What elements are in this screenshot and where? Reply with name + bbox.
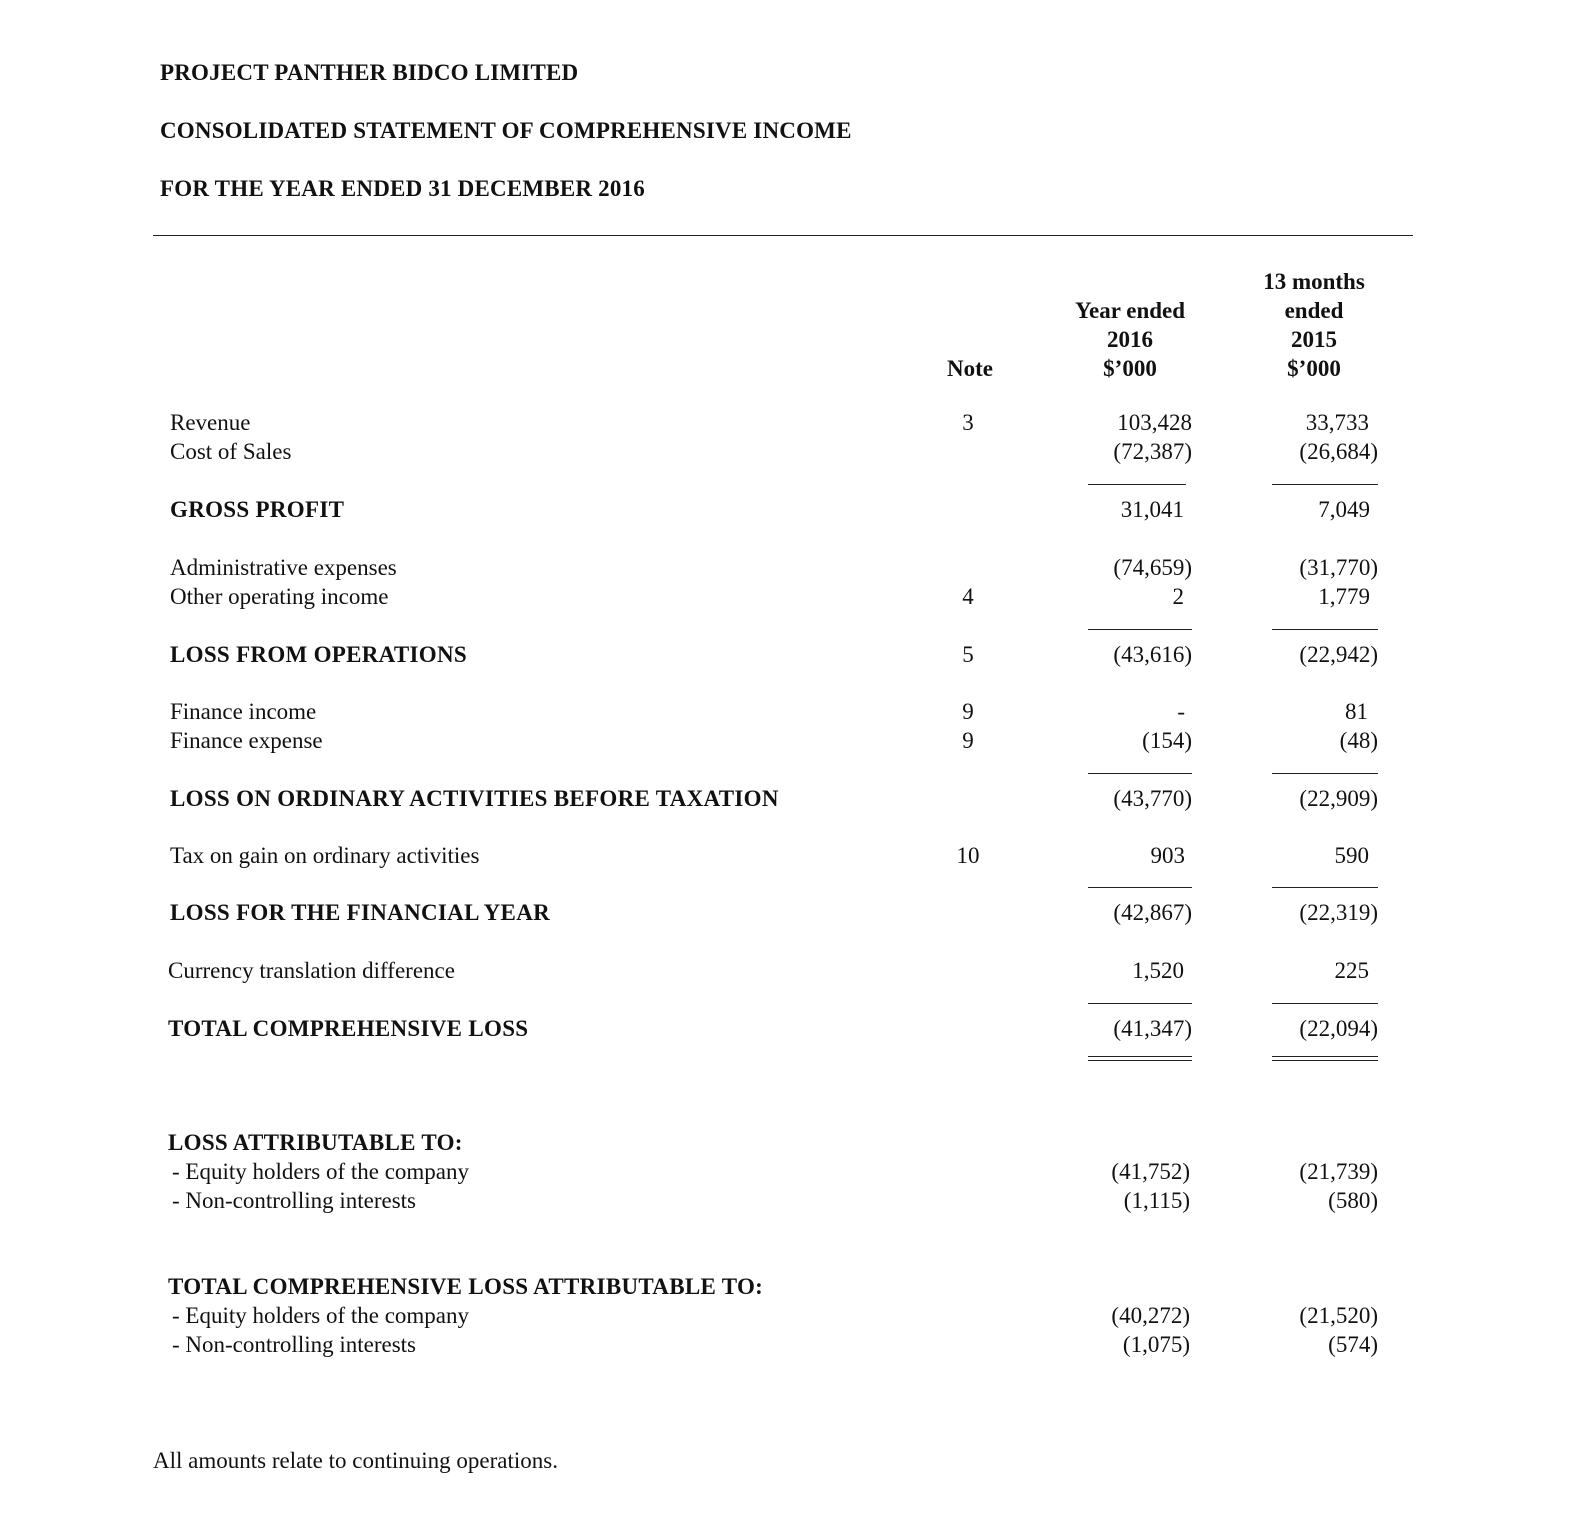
total-attributable-value-2015: (21,520) xyxy=(1299,1303,1378,1328)
total-attributable-label: - Equity holders of the company xyxy=(172,1303,470,1328)
subtotal-rule xyxy=(1088,629,1192,630)
line-item-label: Other operating income xyxy=(170,584,389,609)
line-item-note: 4 xyxy=(962,584,974,609)
value-2015: (22,942) xyxy=(1299,642,1378,667)
line-item-label: Tax on gain on ordinary activities xyxy=(170,843,480,868)
line-item-label: Administrative expenses xyxy=(170,555,397,580)
note-column-header: Note xyxy=(947,356,993,381)
subtotal-rule xyxy=(1088,484,1186,485)
value-2015: (48) xyxy=(1339,728,1378,753)
line-item-note: 3 xyxy=(962,410,974,435)
subtotal-rule xyxy=(1272,773,1378,774)
subtotal-rule xyxy=(1272,484,1378,485)
line-item-label: Finance income xyxy=(170,699,317,724)
value-2016: 903 xyxy=(1150,843,1185,868)
subtotal-rule xyxy=(1272,629,1378,630)
column-2015-header-line: $’000 xyxy=(1287,356,1341,381)
total-attributable-value-2016: (40,272) xyxy=(1111,1303,1190,1328)
line-item-label: Cost of Sales xyxy=(170,439,292,464)
column-2015-header-line: 2015 xyxy=(1291,327,1337,352)
column-2016-header-line: $’000 xyxy=(1103,356,1157,381)
value-2015: (22,319) xyxy=(1299,900,1378,925)
attributable-value-2015: (21,739) xyxy=(1299,1159,1378,1184)
column-2016-header-line: 2016 xyxy=(1107,327,1153,352)
value-2015: (26,684) xyxy=(1299,439,1378,464)
line-item-label: LOSS FOR THE FINANCIAL YEAR xyxy=(170,900,551,925)
column-2015-header xyxy=(1244,267,1384,383)
line-item-label: TOTAL COMPREHENSIVE LOSS xyxy=(168,1016,529,1041)
subtotal-rule xyxy=(1272,887,1378,888)
statement-title: CONSOLIDATED STATEMENT OF COMPREHENSIVE INCOME xyxy=(160,118,852,143)
attributable-label: - Equity holders of the company xyxy=(172,1159,470,1184)
column-2016-header-line: Year ended xyxy=(1074,298,1186,323)
company-name: PROJECT PANTHER BIDCO LIMITED xyxy=(160,60,579,85)
value-2016: 31,041 xyxy=(1120,497,1184,522)
subtotal-rule xyxy=(1088,773,1192,774)
value-2016: 103,428 xyxy=(1117,410,1192,435)
column-2015-header-line: 13 months xyxy=(1263,269,1365,294)
attributable-value-2015: (580) xyxy=(1328,1188,1378,1213)
column-2016-header xyxy=(1060,296,1200,383)
value-2015: 225 xyxy=(1334,958,1369,983)
value-2015: 81 xyxy=(1345,699,1368,724)
statement-period: FOR THE YEAR ENDED 31 DECEMBER 2016 xyxy=(160,176,645,201)
total-double-rule xyxy=(1088,1056,1192,1061)
value-2016: 1,520 xyxy=(1132,958,1184,983)
value-2016: (72,387) xyxy=(1113,439,1192,464)
value-2015: 33,733 xyxy=(1305,410,1369,435)
attributable-label: - Non-controlling interests xyxy=(172,1188,417,1213)
line-item-note: 9 xyxy=(962,728,974,753)
line-item-label: Revenue xyxy=(170,410,251,435)
subtotal-rule xyxy=(1088,1003,1192,1004)
total-double-rule xyxy=(1272,1056,1378,1061)
subtotal-rule xyxy=(1088,887,1192,888)
value-2016: (42,867) xyxy=(1113,900,1192,925)
total-attributable-value-2016: (1,075) xyxy=(1122,1332,1190,1357)
line-item-note: 5 xyxy=(962,642,974,667)
line-item-note: 10 xyxy=(956,843,980,868)
value-2015: (31,770) xyxy=(1299,555,1378,580)
subtotal-rule xyxy=(1272,1003,1378,1004)
attributable-value-2016: (1,115) xyxy=(1123,1188,1190,1213)
value-2016: (41,347) xyxy=(1113,1016,1192,1041)
total-attributable-value-2015: (574) xyxy=(1328,1332,1378,1357)
line-item-label: GROSS PROFIT xyxy=(170,497,345,522)
value-2015: 7,049 xyxy=(1318,497,1370,522)
attributable-value-2016: (41,752) xyxy=(1111,1159,1190,1184)
line-item-label: Finance expense xyxy=(170,728,323,753)
line-item-label: LOSS FROM OPERATIONS xyxy=(170,642,467,667)
value-2016: (74,659) xyxy=(1113,555,1192,580)
header-rule xyxy=(153,235,1413,236)
line-item-label: LOSS ON ORDINARY ACTIVITIES BEFORE TAXATION xyxy=(170,786,779,811)
total-attributable-label: - Non-controlling interests xyxy=(172,1332,417,1357)
value-2016: 2 xyxy=(1172,584,1184,609)
value-2015: (22,094) xyxy=(1299,1016,1378,1041)
line-item-note: 9 xyxy=(962,699,974,724)
value-2015: 590 xyxy=(1334,843,1369,868)
value-2015: (22,909) xyxy=(1299,786,1378,811)
attributable-heading: LOSS ATTRIBUTABLE TO: xyxy=(168,1130,463,1155)
footer-note: All amounts relate to continuing operations. xyxy=(153,1448,558,1473)
total-attributable-heading: TOTAL COMPREHENSIVE LOSS ATTRIBUTABLE TO: xyxy=(168,1274,764,1299)
value-2016: (154) xyxy=(1142,728,1192,753)
line-item-label: Currency translation difference xyxy=(168,958,455,983)
column-2015-header-line: ended xyxy=(1284,298,1344,323)
value-2016: - xyxy=(1177,699,1185,724)
value-2015: 1,779 xyxy=(1318,584,1370,609)
value-2016: (43,770) xyxy=(1113,786,1192,811)
value-2016: (43,616) xyxy=(1113,642,1192,667)
